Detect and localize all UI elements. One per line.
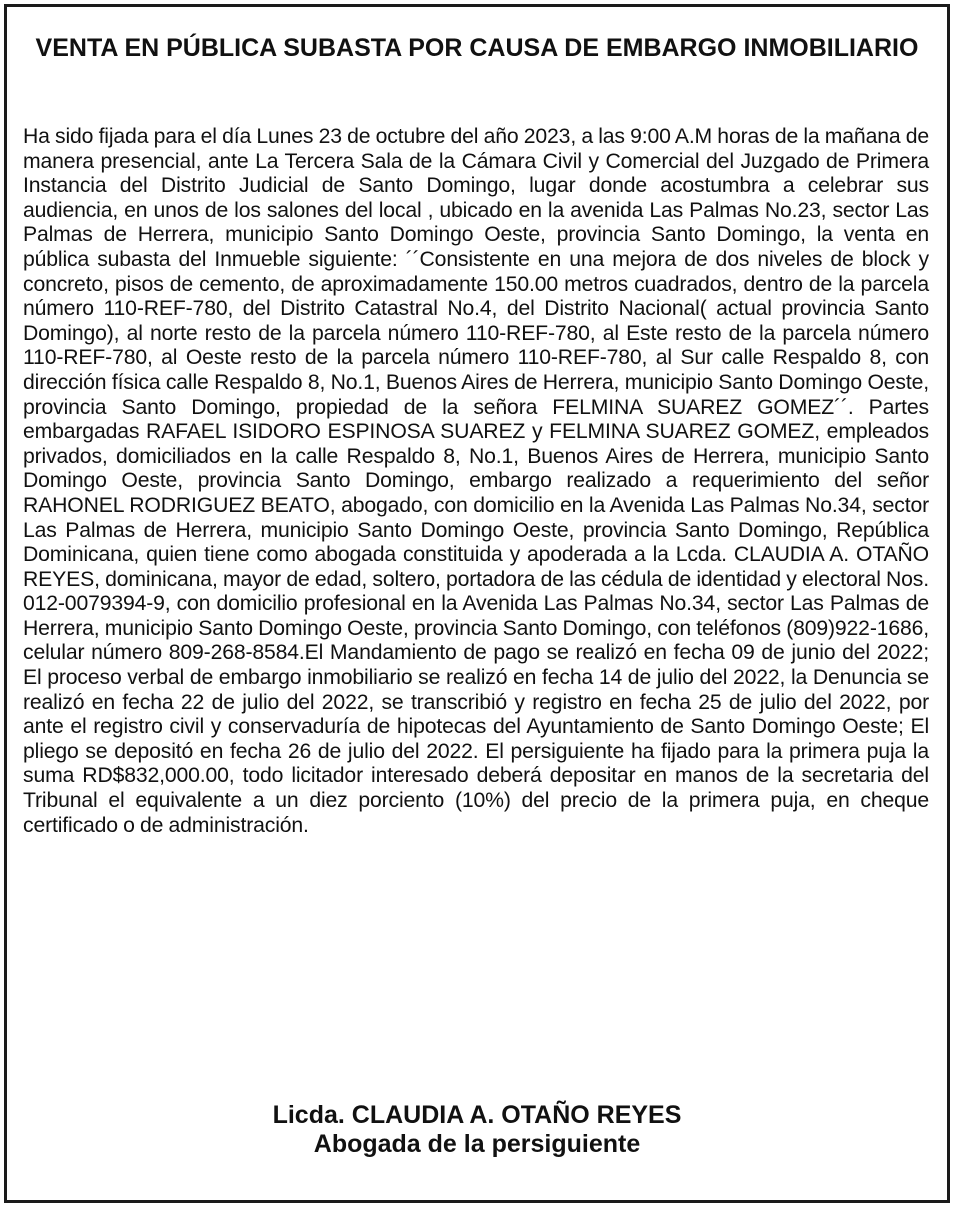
signature-role: Abogada de la persiguiente	[313, 1130, 641, 1158]
notice-frame	[4, 4, 950, 1203]
signature-name: Licda. CLAUDIA A. OTAÑO REYES	[272, 1101, 682, 1129]
notice-body: Ha sido fijada para el día Lunes 23 de octubre del año 2023, a las 9:00 A.M horas de la mañana de manera presencial, ante La Tercera Sala de la Cámara Civil y Comercial del Juzgado de Primera Instancia del Distrito Judicial de Santo Domingo, lugar donde acostumbra a celebrar sus audiencia, en unos de los salones del local , ubicado en la avenida Las Palmas No.23, sector Las Palmas de Herrera, municipio Santo Domingo Oeste, provincia Santo Domingo, la venta en pública subasta del Inmueble siguiente: ´´Consistente en una mejora de dos niveles de block y concreto, pisos de cemento, de aproximadamente 150.00 metros cuadrados, dentro de la parcela número 110-REF-780, del Distrito Catastral No.4, del Distrito Nacional( actual provincia Santo Domingo), al norte resto de la parcela número 110-REF-780, al Este resto de la parcela número 110-REF-780, al Oeste resto de la parcela número 110-REF-780, al Sur calle Respaldo 8, con dirección física calle Respaldo 8, No.1, Buenos Aires de Herrera, municipio Santo Domingo Oeste, provincia Santo Domingo, propiedad de la señora FELMINA SUAREZ GOMEZ´´. Partes embargadas RAFAEL ISIDORO ESPINOSA SUAREZ y FELMINA SUAREZ GOMEZ, empleados privados, domiciliados en la calle Respaldo 8, No.1, Buenos Aires de Herrera, municipio Santo Domingo Oeste, provincia Santo Domingo, embargo realizado a requerimiento del señor RAHONEL RODRIGUEZ BEATO, abogado, con domicilio en la Avenida Las Palmas No.34, sector Las Palmas de Herrera, municipio Santo Domingo Oeste, provincia Santo Domingo, República Dominicana, quien tiene como abogada constituida y apoderada a la Lcda. CLAUDIA A. OTAÑO REYES, dominicana, mayor de edad, soltero, portadora de las cédula de identidad y electoral Nos. 012-0079394-9, con domicilio profesional en la Avenida Las Palmas No.34, sector Las Palmas de Herrera, municipio Santo Domingo Oeste, provincia Santo Domingo, con teléfonos (809)922-1686, celular número 809-268-8584.El Mandamiento de pago se realizó en fecha 09 de junio del 2022; El proceso verbal de embargo inmobiliario se realizó en fecha 14 de julio del 2022, la Denuncia se realizó en fecha 22 de julio del 2022, se transcribió y registro en fecha 25 de julio del 2022, por ante el registro civil y conservaduría de hipotecas del Ayuntamiento de Santo Domingo Oeste; El pliego se depositó en fecha 26 de julio del 2022. El persiguiente ha fijado para la primera puja la suma RD$832,000.00, todo licitador interesado deberá depositar en manos de la secretaria del Tribunal el equivalente a un diez porciento (10%) del precio de la primera puja, en cheque certificado o de administración.	[23, 125, 929, 837]
notice-title: VENTA EN PÚBLICA SUBASTA POR CAUSA DE EMBARGO INMOBILIARIO	[35, 34, 919, 62]
signature-block	[7, 1101, 947, 1159]
